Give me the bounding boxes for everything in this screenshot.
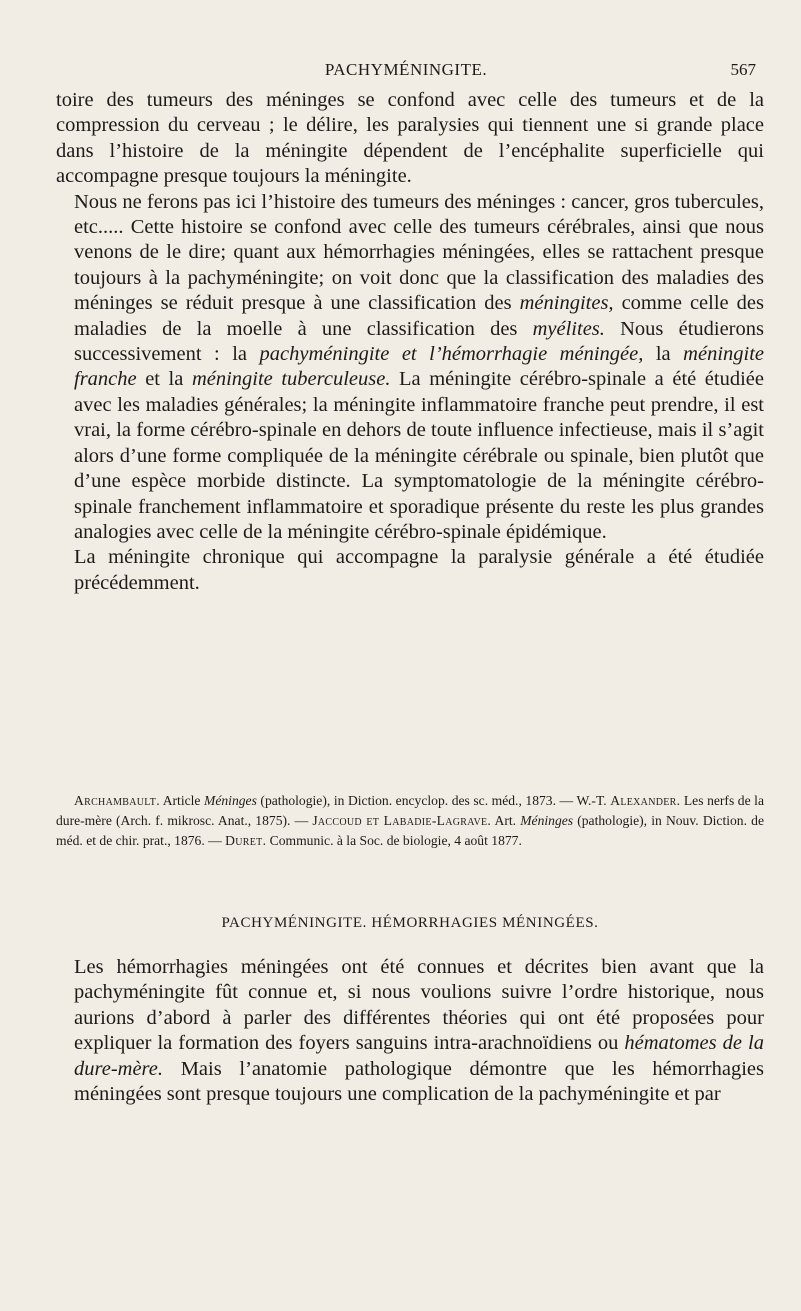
ref-text: Art. <box>491 813 521 828</box>
text-run: Les hémorrhagies méningées ont été connues et décrites bien avant que la pachyméningite fût connue et, si nous voulions suivre l’ordre historique, nous aurions d’abord à parler des différentes théories qui ont été proposées pour expliquer la formation des foyers sanguins intra-arachnoïdiens ou <box>74 956 764 1055</box>
section-heading: PACHYMÉNINGITE. HÉMORRHAGIES MÉNINGÉES. <box>221 915 599 931</box>
text-run: Nous ne ferons pas ici l’histoire des tumeurs des méninges : cancer, gros tubercules, etc..... Cette histoire se confond avec celle des tumeurs cérébrales, ainsi que nous venons de le dire; quant aux hémorrhagies méningées, elles se rattachent presque toujours à la pachyméningite; on voit donc que la classification des maladies des méninges se réduit presque à une classification des <box>74 190 764 315</box>
ref-text: (pathologie), in Nouv. Diction. de méd. et de chir. prat., 1876. — <box>56 813 764 848</box>
text-run: Mais l’anatomie pathologique démontre que les hémorrhagies méningées sont presque toujours une complication de la pachyméningite et par <box>74 1057 764 1106</box>
italic-term: pachyméningite et l’hémorrhagie méningée, <box>259 343 644 366</box>
italic-term: hématomes de la dure-mère. <box>74 1032 764 1080</box>
body-text <box>56 88 764 596</box>
running-head <box>56 60 756 84</box>
ref-author: Archambault. <box>74 793 160 808</box>
section-paragraph <box>56 955 764 1107</box>
text-run: comme celle des maladies de la moelle à une classification des <box>74 292 764 340</box>
italic-term: méningites, <box>519 292 614 315</box>
italic-term: méningite tuberculeuse. <box>191 368 391 391</box>
italic-term: myélites. <box>532 317 605 340</box>
bibliography <box>56 791 764 851</box>
running-title: PACHYMÉNINGITE. <box>324 60 488 79</box>
section-text <box>56 955 764 1107</box>
paragraph-3: La méningite chronique qui accompagne la paralysie générale a été étudiée précédemment. <box>74 546 764 594</box>
text-run: Nous étudierons successivement : la <box>74 317 764 366</box>
ref-author: Duret. <box>225 833 267 848</box>
ref-text: Communic. à la Soc. de biologie, 4 août 1877. <box>266 833 522 848</box>
page-number: 567 <box>730 60 756 79</box>
italic-term: méningite franche <box>74 343 765 391</box>
text-run: la <box>643 343 684 366</box>
ref-title: Méninges <box>204 793 257 808</box>
paragraph-1: toire des tumeurs des méninges se confond avec celle des tumeurs et de la compression du cerveau ; le délire, les paralysies qui tiennent une si grande place dans l’histoire de la méningite dépendent de l’encéphalite superficielle qui accompagne presque toujours la méningite. <box>56 89 764 188</box>
ref-text: Les nerfs de la dure-mère (Arch. f. mikrosc. Anat., 1875). — <box>56 793 764 828</box>
ref-text: (pathologie), in Diction. encyclop. des sc. méd., 1873. — W.-T. <box>256 793 611 808</box>
ref-author: Jaccoud et Labadie-Lagrave. <box>312 813 492 828</box>
ref-title: Méninges <box>520 813 574 828</box>
text-run: La méningite cérébro-spinale a été étudiée avec les maladies générales; la méningite inflammatoire franche peut prendre, il est vrai, la forme cérébro-spinale en dehors de toute influence infectieuse, mais il s’agit alors d’une forme compliquée de la méningite cérébrale ou spinale, bien plutôt que d’une espèce morbide distincte. La symptomatologie de la méningite cérébro-spinale franchement inflammatoire et sporadique présente du reste les plus grandes analogies avec celle de la méningite cérébro-spinale épidémique. <box>74 368 764 543</box>
text-run: et la <box>136 368 192 391</box>
paragraph-2 <box>56 190 764 546</box>
ref-text: Article <box>159 793 205 808</box>
ref-author: Alexander. <box>610 793 681 808</box>
